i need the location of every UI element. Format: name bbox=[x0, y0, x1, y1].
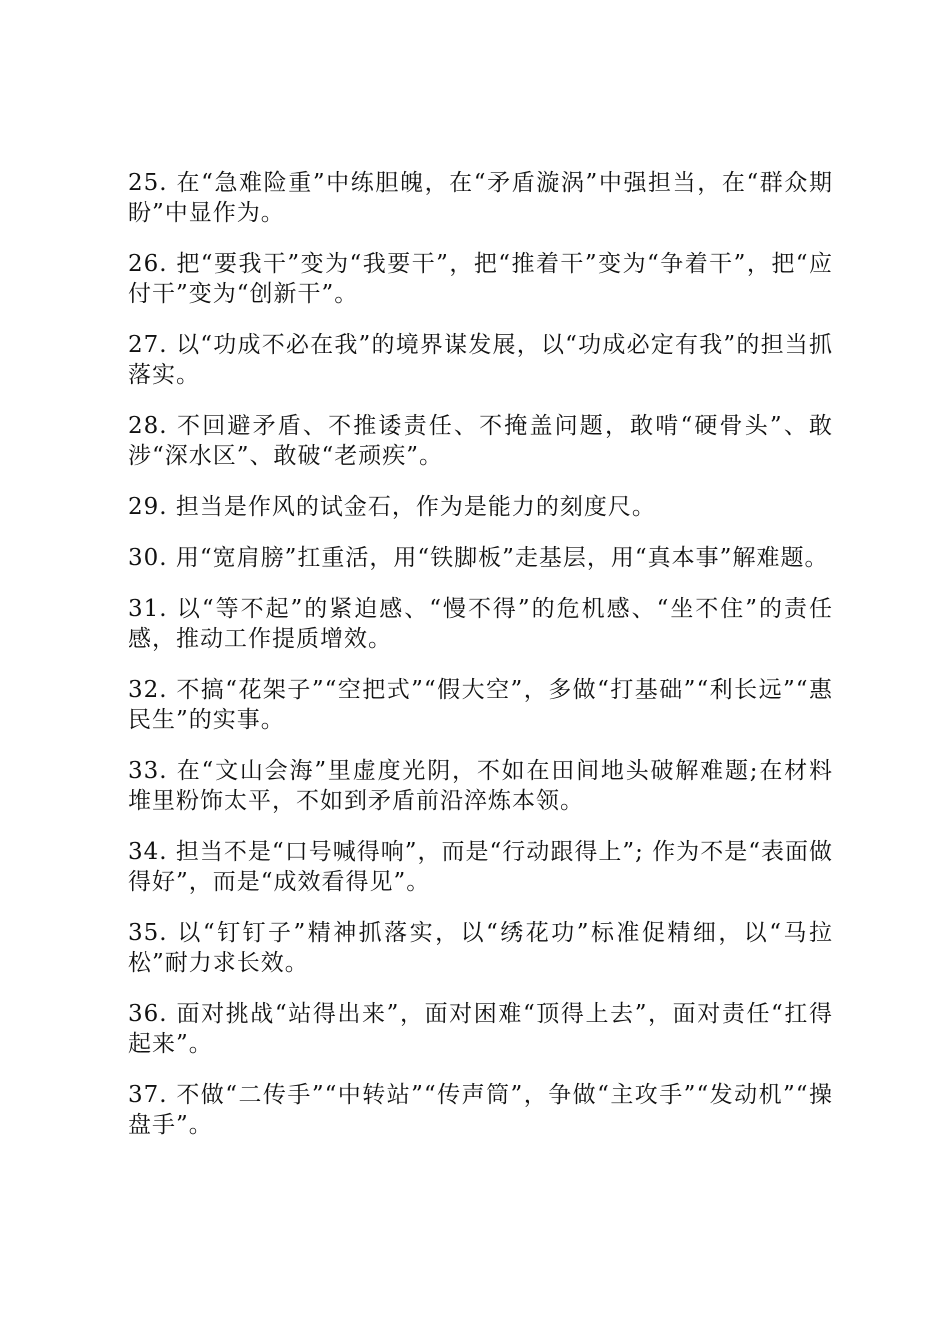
list-item: 35. 以“钉钉子”精神抓落实，以“绣花功”标准促精细，以“马拉松”耐力求长效。 bbox=[128, 920, 833, 976]
list-item: 25. 在“急难险重”中练胆魄，在“矛盾漩涡”中强担当，在“群众期盼”中显作为。 bbox=[128, 170, 833, 226]
list-item: 26. 把“要我干”变为“我要干”，把“推着干”变为“争着干”，把“应付干”变为“创新干”。 bbox=[128, 251, 833, 307]
list-item: 31. 以“等不起”的紧迫感、“慢不得”的危机感、“坐不住”的责任感，推动工作提质增效。 bbox=[128, 596, 833, 652]
list-item: 33. 在“文山会海”里虚度光阴，不如在田间地头破解难题;在材料堆里粉饰太平，不如到矛盾前沿淬炼本领。 bbox=[128, 758, 833, 814]
list-item: 32. 不搞“花架子”“空把式”“假大空”，多做“打基础”“利长远”“惠民生”的实事。 bbox=[128, 677, 833, 733]
document-body bbox=[128, 168, 833, 1161]
list-item: 36. 面对挑战“站得出来”，面对困难“顶得上去”，面对责任“扛得起来”。 bbox=[128, 1001, 833, 1057]
list-item: 27. 以“功成不必在我”的境界谋发展，以“功成必定有我”的担当抓落实。 bbox=[128, 332, 833, 388]
list-item: 30. 用“宽肩膀”扛重活，用“铁脚板”走基层，用“真本事”解难题。 bbox=[128, 545, 829, 571]
list-item: 29. 担当是作风的试金石，作为是能力的刻度尺。 bbox=[128, 494, 656, 520]
list-item: 34. 担当不是“口号喊得响”，而是“行动跟得上”; 作为不是“表面做得好”，而是“成效看得见”。 bbox=[128, 839, 833, 895]
list-item: 37. 不做“二传手”“中转站”“传声筒”，争做“主攻手”“发动机”“操盘手”。 bbox=[128, 1082, 833, 1138]
list-item: 28. 不回避矛盾、不推诿责任、不掩盖问题，敢啃“硬骨头”、敢涉“深水区”、敢破“老顽疾”。 bbox=[128, 413, 833, 469]
